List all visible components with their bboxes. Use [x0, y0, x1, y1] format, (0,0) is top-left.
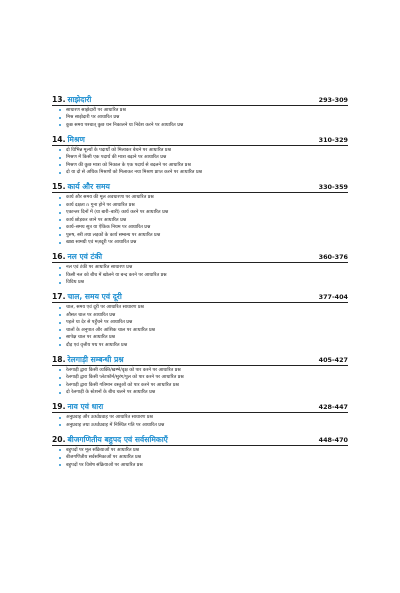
chapter-heading: [52, 133, 348, 146]
topic-item: कार्य छोड़कर जाने पर आधारित प्रश्न: [66, 217, 348, 225]
chapter-title: [52, 434, 168, 445]
chapter-name: रेलगाड़ी सम्बन्धी प्रश्न: [67, 354, 124, 364]
chapter-page-range: 310-329: [318, 135, 348, 144]
chapter-number: 17.: [52, 292, 66, 301]
chapter-page-range: 360-376: [318, 253, 348, 261]
topic-item: अनुप्रवाह तथा ऊर्ध्वप्रवाह में निश्चित गति पर आधारित प्रश्न: [66, 422, 348, 430]
topic-item: चालों के अनुपात और आंशिक चाल पर आधारित प्रश्न: [66, 327, 348, 335]
chapter-page-range: 405-427: [318, 355, 348, 364]
topic-list: [52, 107, 348, 130]
chapter-name: बीजगणितीय बहुपद एवं सर्वसमिकाएँ: [67, 434, 168, 444]
chapter-heading: [52, 353, 348, 366]
topic-list: [52, 264, 348, 287]
chapter-number: 19.: [52, 402, 66, 411]
topic-item: बीजगणितीय सर्वसमिकाओं पर आधारित प्रश्न: [66, 454, 348, 462]
chapter-page-range: 377-404: [318, 293, 348, 301]
topic-item: अनुप्रवाह और ऊर्ध्वप्रवाह पर आधारित साधारण प्रश्न: [66, 414, 348, 422]
topic-item: मिश्रण में किसी एक पदार्थ की मात्रा बढ़ाने पर आधारित प्रश्न: [66, 154, 348, 162]
chapter-heading: [52, 401, 348, 414]
chapter-page-range: 330-359: [318, 183, 348, 191]
chapter-heading: [52, 93, 348, 106]
chapter-entry: [52, 181, 348, 247]
chapter-page-range: 448-470: [318, 435, 348, 444]
chapter-title: [52, 354, 124, 365]
chapter-entry: [52, 291, 348, 350]
topic-item: नल एवं टंकी पर आधारित साधारण प्रश्न: [66, 264, 348, 272]
chapter-name: मिश्रण: [67, 134, 85, 144]
topic-list: [52, 367, 348, 397]
topic-item: बहुपदों पर मूल संक्रियाओं पर आधारित प्रश्न: [66, 447, 348, 455]
topic-item: कार्य–समय सूत्र या ऐकिक नियम पर आधारित प्रश्न: [66, 224, 348, 232]
chapter-number: 15.: [52, 182, 66, 191]
chapter-entry: [52, 133, 348, 177]
topic-list: [52, 414, 348, 429]
chapter-heading: [52, 251, 348, 264]
topic-item: विविध प्रश्न: [66, 279, 348, 287]
chapter-page-range: 428-447: [318, 403, 348, 411]
topic-list: [52, 194, 348, 247]
topic-item: कार्य और समय की मूल अवधारणा पर आधारित प्रश्न: [66, 194, 348, 202]
topic-item: चाल, समय एवं दूरी पर आधारित साधारण प्रश्न: [66, 304, 348, 312]
chapter-entry: [52, 401, 348, 430]
chapter-name: कार्य और समय: [67, 182, 110, 191]
chapter-number: 13.: [52, 94, 66, 104]
topic-list: [52, 447, 348, 470]
chapter-number: 16.: [52, 252, 66, 261]
topic-item: खाद्य सामग्री एवं मज़दूरी पर आधारित प्रश्न: [66, 239, 348, 247]
chapter-number: 20.: [52, 434, 66, 444]
chapter-heading: [52, 433, 348, 446]
topic-item: पुरुष, स्त्री तथा लड़कों के कार्य सम्बन्ध पर आधारित प्रश्न: [66, 232, 348, 240]
chapter-name: नाव एवं धारा: [67, 402, 104, 411]
chapter-name: साझेदारी: [67, 94, 92, 104]
topic-item: रेलगाड़ी द्वारा किसी प्लेटफॉर्म/सुरंग/पुल को पार करने पर आधारित प्रश्न: [66, 374, 348, 382]
topic-item: कुछ समय पश्चात् कुछ धन निकालने या निवेश करने पर आधारित प्रश्न: [66, 122, 348, 130]
topic-item: किसी नल को बीच में खोलने या बन्द करने पर आधारित प्रश्न: [66, 272, 348, 280]
chapter-heading: [52, 291, 348, 304]
topic-list: [52, 304, 348, 349]
chapter-number: 14.: [52, 134, 66, 144]
topic-item: दो विभिन्न मूल्यों के पदार्थों को मिलाकर बेचने पर आधारित प्रश्न: [66, 147, 348, 155]
topic-item: कार्य दक्षता n गुना होने पर आधारित प्रश्न: [66, 202, 348, 210]
chapter-entry: [52, 353, 348, 397]
topic-item: साधारण साझेदारी पर आधारित प्रश्न: [66, 107, 348, 115]
topic-item: औसत चाल पर आधारित प्रश्न: [66, 312, 348, 320]
topic-item: सापेक्ष चाल पर आधारित प्रश्न: [66, 334, 348, 342]
chapter-name: नल एवं टंकी: [67, 252, 103, 261]
chapter-heading: [52, 181, 348, 194]
chapter-title: [52, 291, 122, 302]
topic-item: रेलगाड़ी द्वारा किसी व्यक्ति/खम्भे/वृक्ष को पार करने पर आधारित प्रश्न: [66, 367, 348, 375]
topic-item: दौड़ एवं वृत्तीय पथ पर आधारित प्रश्न: [66, 342, 348, 350]
topic-item: मिश्रण की कुछ मात्रा को निकाल के एक पदार्थ से बदलने पर आधारित प्रश्न: [66, 162, 348, 170]
chapter-title: [52, 94, 91, 105]
topic-item: पहले या देर से पहुँचने पर आधारित प्रश्न: [66, 319, 348, 327]
table-of-contents: [52, 93, 348, 473]
topic-item: बहुपदों पर विशेष संक्रियाओं पर आधारित प्रश्न: [66, 462, 348, 470]
chapter-entry: [52, 433, 348, 469]
topic-item: एकान्तर दिनों में (या बारी–बारी) कार्य करने पर आधारित प्रश्न: [66, 209, 348, 217]
chapter-title: [52, 134, 85, 145]
chapter-title: [52, 401, 103, 412]
chapter-page-range: 293-309: [318, 95, 348, 104]
topic-item: रेलगाड़ी द्वारा किसी गतिमान वस्तुओं को पार करने पर आधारित प्रश्न: [66, 382, 348, 390]
topic-list: [52, 147, 348, 177]
chapter-title: [52, 251, 102, 262]
topic-item: मिश्र साझेदारी पर आधारित प्रश्न: [66, 114, 348, 122]
chapter-number: 18.: [52, 354, 66, 364]
chapter-entry: [52, 251, 348, 287]
chapter-title: [52, 181, 110, 192]
chapter-name: चाल, समय एवं दूरी: [67, 292, 122, 301]
topic-item: दो रेलगाड़ी के स्टेशनों के बीच चलने पर आधारित प्रश्न: [66, 389, 348, 397]
chapter-entry: [52, 93, 348, 129]
topic-item: दो या दो से अधिक मिश्रणों को मिलाकर नया मिश्रण प्राप्त करने पर आधारित प्रश्न: [66, 169, 348, 177]
